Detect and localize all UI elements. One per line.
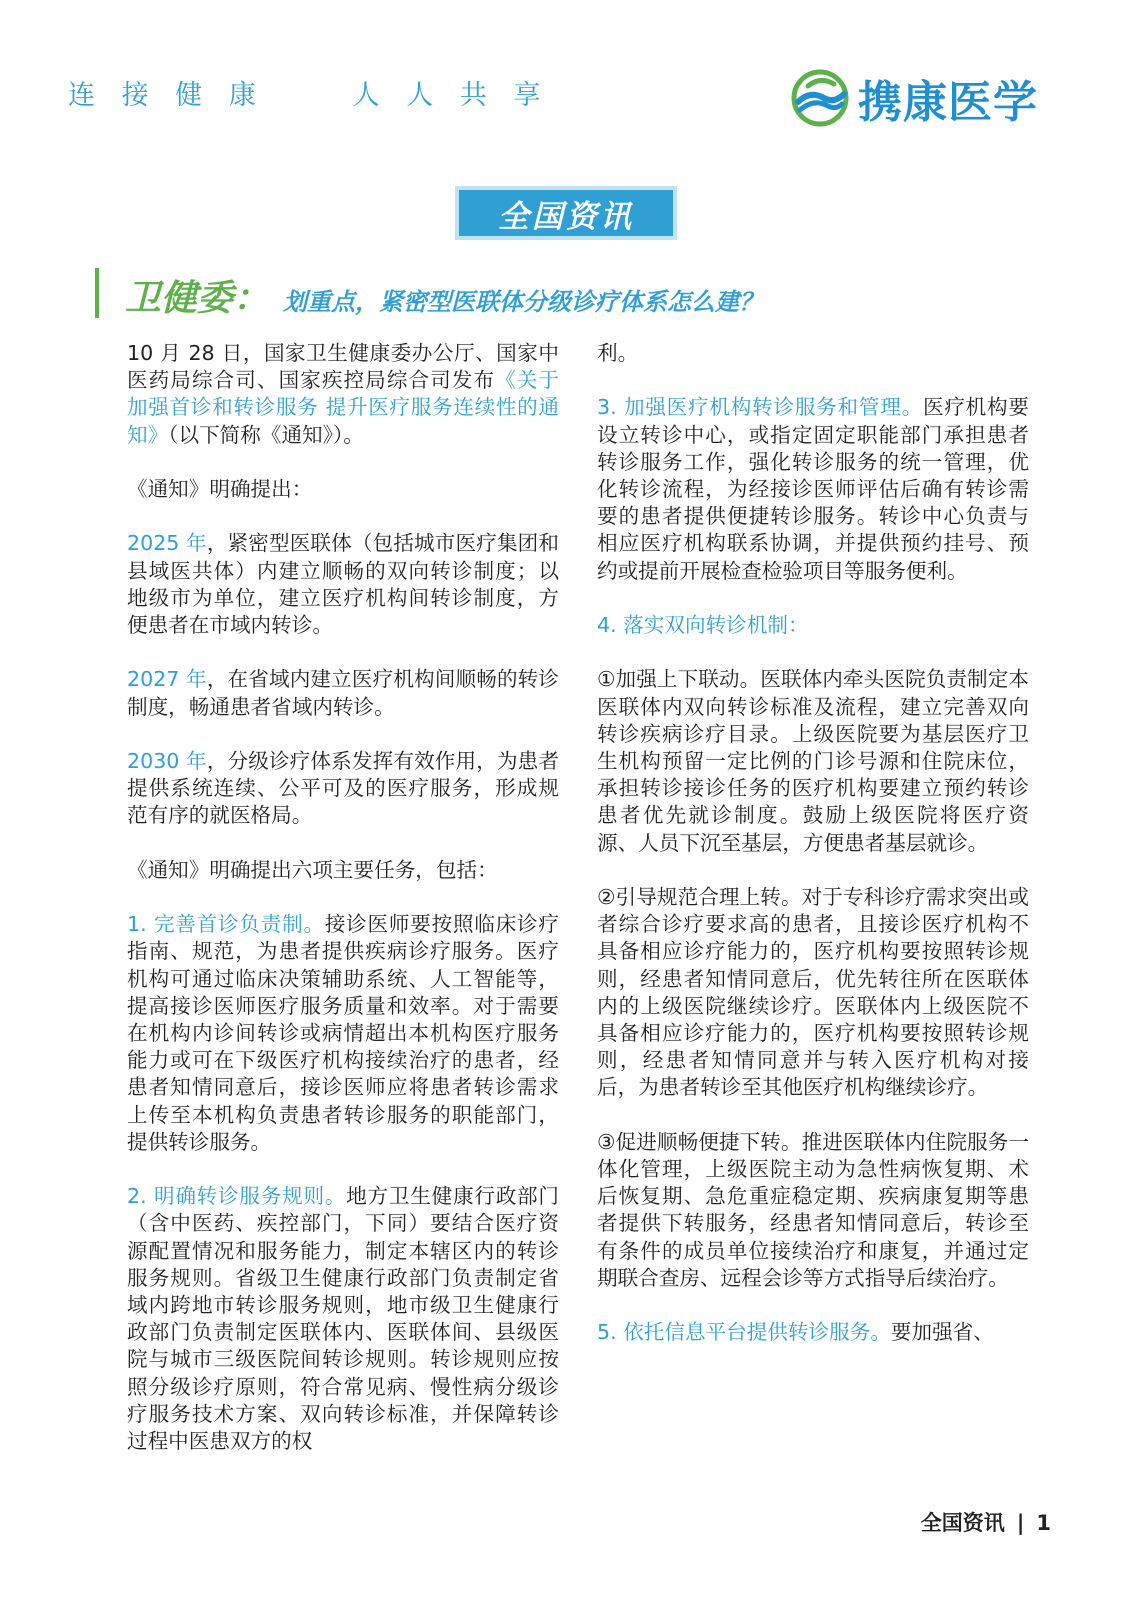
paragraph: ③促进顺畅便捷下转。推进医联体内住院服务一体化管理，上级医院主动为急性病恢复期、术后恢复期、急危重症稳定期、疾病康复期等患者提供下转服务，经患者知情同意后，转诊至有条件的成员单位接续治疗和康复，并通过定期联合查房、远程会诊等方式指导后续治疗。: [597, 1129, 1029, 1290]
text: ，在省域内建立医疗机构间顺畅的转诊制度，畅通患者省域内转诊。: [127, 667, 559, 719]
text: 地方卫生健康行政部门（含中医药、疾控部门，下同）要结合医疗资源配置情况和服务能力，制定本辖区内的转诊服务规则。省级卫生健康行政部门负责制定省域内跨地市转诊服务规则，地市级卫生健康行政部门负责制定医联体内、医联体间、县级医院与城市三级医院间转诊规则。转诊规则应按照分级诊疗原则，符合常见病、慢性病分级诊疗服务技术方案、双向转诊标准，并保障转诊过程中医患双方的权: [127, 1184, 559, 1454]
task-heading-5: 5. 依托信息平台提供转诊服务。: [597, 1320, 891, 1345]
paragraph: [127, 911, 559, 1156]
year-2025: 2025 年: [127, 531, 207, 556]
paragraph: [127, 748, 559, 830]
slogan: 连 接 健 康 人 人 共 享: [68, 80, 550, 111]
footer-section: 全国资讯: [920, 1511, 1005, 1535]
brand-logo: [790, 66, 1038, 130]
text: ，分级诊疗体系发挥有效作用，为患者提供系统连续、公平可及的医疗服务，形成规范有序的就医格局。: [127, 748, 559, 828]
paragraph: ①加强上下联动。医联体内牵头医院负责制定本医联体内双向转诊标准及流程，建立完善双向转诊疾病诊疗目录。上级医院要为基层医疗卫生机构预留一定比例的门诊号源和住院床位，承担转诊接诊任务的医疗机构要建立预约转诊患者优先就诊制度。鼓励上级医院将医疗资源、人员下沉至基层，方便患者基层就诊。: [597, 667, 1029, 855]
paragraph: [127, 666, 559, 720]
paragraph: 《通知》明确提出六项主要任务，包括：: [127, 857, 498, 882]
paragraph: [127, 340, 559, 449]
logo-text: 携康医学: [858, 77, 1038, 128]
task-heading-4: 4. 落实双向转诊机制：: [597, 613, 809, 637]
left-column: [127, 340, 559, 1482]
paragraph: [127, 1183, 559, 1455]
title-main: 卫健委：: [125, 278, 270, 319]
task-heading-3: 3. 加强医疗机构转诊服务和管理。: [597, 395, 923, 420]
title-sub: 划重点，紧密型医联体分级诊疗体系怎么建？: [283, 288, 764, 316]
footer-separator: |: [1016, 1511, 1025, 1535]
paragraph: ②引导规范合理上转。对于专科诊疗需求突出或者综合诊疗要求高的患者，且接诊医疗机构不具备相应诊疗能力的，医疗机构要按照转诊规则，经患者知情同意后，优先转往所在医联体内的上级医院继续诊疗。医联体内上级医院不具备相应诊疗能力的，医疗机构要按照转诊规则，经患者知情同意并与转入医疗机构对接后，为患者转诊至其他医疗机构继续诊疗。: [597, 885, 1029, 1100]
text: 医疗机构要设立转诊中心，或指定固定职能部门承担患者转诊服务工作，强化转诊服务的统一管理，优化转诊流程，为经接诊医师评估后确有转诊需要的患者提供便捷转诊服务。转诊中心负责与相应医疗机构联系协调，并提供预约挂号、预约或提前开展检查检验项目等服务便利。: [597, 395, 1029, 583]
year-2030: 2030 年: [127, 748, 207, 773]
paragraph: [127, 530, 559, 639]
task-heading-1: 1. 完善首诊负责制。: [127, 912, 325, 937]
title-accent-bar: [95, 268, 99, 318]
text: 10 月 28 日，国家卫生健康委办公厅、国家中医药局综合司、国家疾控局综合司发布: [127, 341, 559, 393]
text: （以下简称《通知》）。: [168, 422, 364, 447]
task-heading-2: 2. 明确转诊服务规则。: [127, 1184, 347, 1209]
text: 接诊医师要按照临床诊疗指南、规范，为患者提供疾病诊疗服务。医疗机构可通过临床决策辅助系统、人工智能等，提高接诊医师医疗服务质量和效率。对于需要在机构内诊间转诊或病情超出本机构医疗服务能力或可在下级医疗机构接续治疗的患者，经患者知情同意后，接诊医师应将患者转诊需求上传至本机构负责患者转诊服务的职能部门，提供转诊服务。: [127, 912, 559, 1154]
paragraph: 《通知》明确提出：: [127, 477, 313, 501]
page-footer: [921, 1507, 1051, 1537]
section-label: 全国资讯: [455, 186, 677, 240]
text: ，紧密型医联体（包括城市医疗集团和县域医共体）内建立顺畅的双向转诊制度；以地级市为单位，建立医疗机构间转诊制度，方便患者在市域内转诊。: [127, 531, 559, 637]
article-title: [125, 270, 763, 321]
right-column: [597, 340, 1029, 1374]
hands-circle-logo-icon: [790, 68, 850, 128]
paragraph: [597, 1319, 1029, 1346]
paragraph: [597, 394, 1029, 584]
paragraph: 利。: [597, 341, 639, 365]
page-number: 1: [1036, 1511, 1051, 1535]
notice-link[interactable]: 《关于加强首诊和转诊服务 提升医疗服务连续性的通知》: [127, 368, 560, 447]
text: 要加强省、: [890, 1320, 994, 1345]
year-2027: 2027 年: [127, 667, 207, 692]
